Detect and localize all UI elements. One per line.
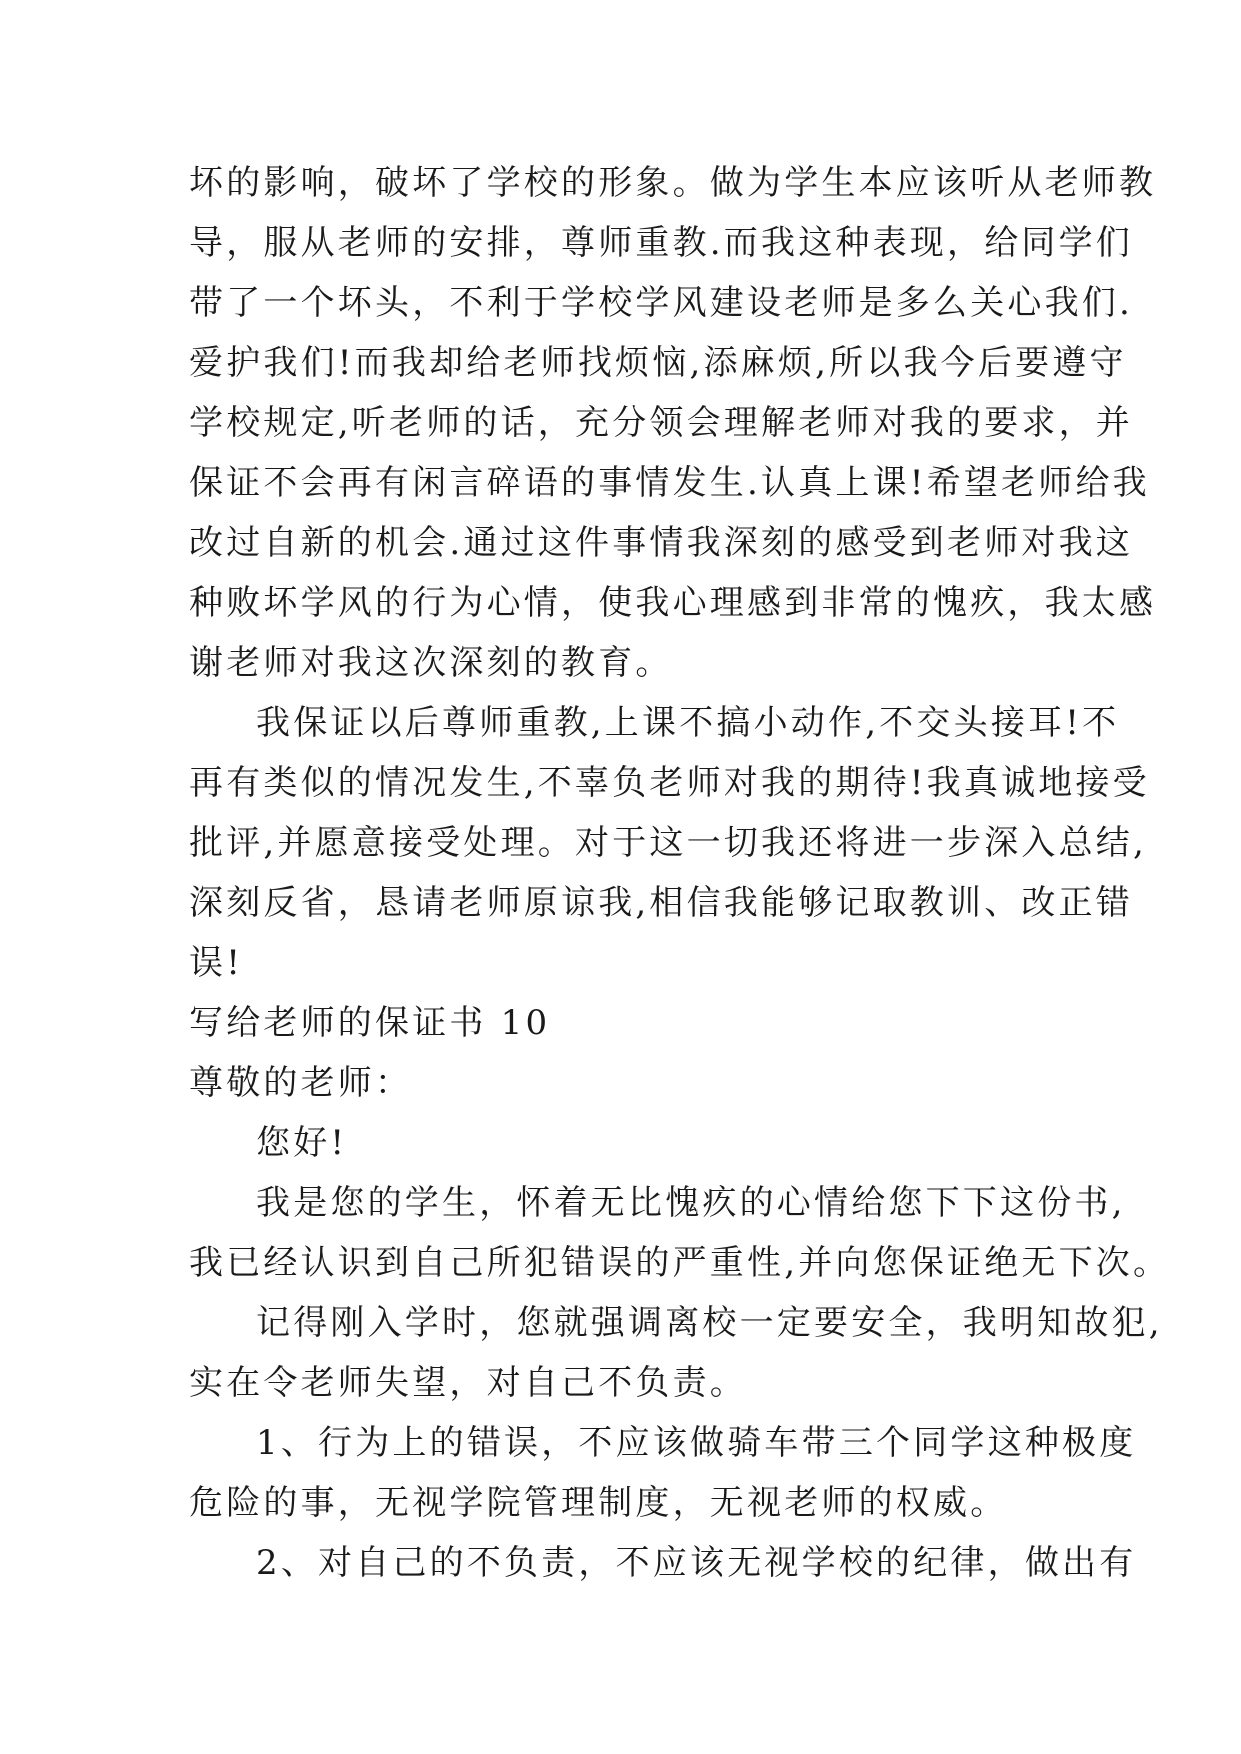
paragraph-4-line-1: 记得刚入学时，您就强调离校一定要安全，我明知故犯, [256, 1303, 1163, 1343]
paragraph-1-line-7: 改过自新的机会.通过这件事情我深刻的感受到老师对我这 [189, 523, 1134, 563]
paragraph-2-line-2: 再有类似的情况发生,不辜负老师对我的期待!我真诚地接受 [189, 763, 1150, 803]
paragraph-2-line-4: 深刻反省，恳请老师原谅我,相信我能够记取教训、改正错 [189, 883, 1134, 923]
paragraph-2-line-5: 误! [189, 943, 244, 983]
paragraph-1-line-1: 坏的影响，破坏了学校的形象。做为学生本应该听从老师教 [189, 163, 1157, 203]
paragraph-1-line-5: 学校规定,听老师的话，充分领会理解老师对我的要求，并 [189, 403, 1134, 443]
paragraph-3-line-2: 我已经认识到自己所犯错误的严重性,并向您保证绝无下次。 [189, 1243, 1171, 1283]
paragraph-2-line-1: 我保证以后尊师重教,上课不搞小动作,不交头接耳!不 [256, 703, 1120, 743]
paragraph-5-line-2: 危险的事，无视学院管理制度，无视老师的权威。 [189, 1483, 1008, 1523]
paragraph-5-line-1: 1、行为上的错误，不应该做骑车带三个同学这种极度 [256, 1423, 1137, 1463]
paragraph-4-line-2: 实在令老师失望，对自己不负责。 [189, 1363, 747, 1403]
paragraph-1-line-2: 导，服从老师的安排，尊师重教.而我这种表现，给同学们 [189, 223, 1134, 263]
paragraph-2-line-3: 批评,并愿意接受处理。对于这一切我还将进一步深入总结, [189, 823, 1148, 863]
paragraph-1-line-6: 保证不会再有闲言碎语的事情发生.认真上课!希望老师给我 [189, 463, 1150, 503]
paragraph-1-line-4: 爱护我们!而我却给老师找烦恼,添麻烦,所以我今后要遵守 [189, 343, 1127, 383]
paragraph-1-line-9: 谢老师对我这次深刻的教育。 [189, 643, 673, 683]
paragraph-1-line-3: 带了一个坏头，不利于学校学风建设老师是多么关心我们. [189, 283, 1134, 323]
paragraph-3-line-1: 我是您的学生，怀着无比愧疚的心情给您下下这份书, [256, 1183, 1126, 1223]
salutation: 尊敬的老师： [189, 1063, 413, 1103]
section-title: 写给老师的保证书 10 [189, 1003, 551, 1043]
greeting: 您好! [256, 1123, 348, 1163]
paragraph-1-line-8: 种败坏学风的行为心情，使我心理感到非常的愧疚，我太感 [189, 583, 1157, 623]
paragraph-6-line-1: 2、对自己的不负责，不应该无视学校的纪律，做出有 [256, 1543, 1137, 1583]
